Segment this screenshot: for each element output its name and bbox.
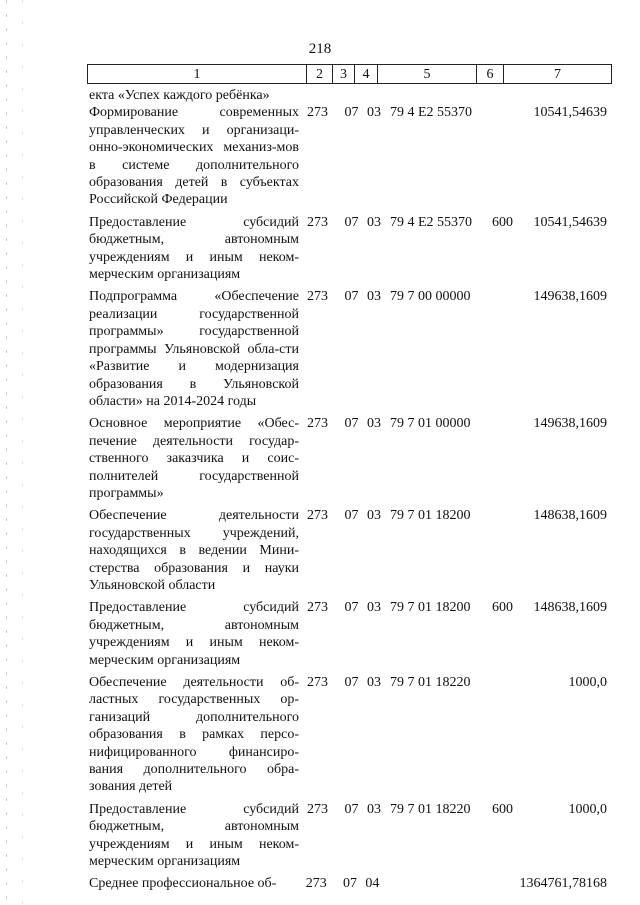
row-admin-code: 273 bbox=[307, 801, 328, 817]
row-section: 07 bbox=[344, 508, 359, 524]
row-section: 07 bbox=[344, 214, 359, 230]
row-section: 07 bbox=[344, 289, 359, 305]
row-name: Основное мероприятие «Обес-печение деятельности государ-ственного заказчика и соис-полнителей государственной программы» bbox=[89, 416, 299, 501]
row-admin-code: 273 bbox=[307, 675, 328, 690]
header-col-2: 2 bbox=[307, 65, 333, 83]
table-row bbox=[89, 415, 615, 502]
table-row bbox=[89, 801, 615, 871]
table-row bbox=[89, 214, 615, 284]
row-subsection: 04 bbox=[365, 876, 380, 892]
header-col-7: 7 bbox=[554, 67, 561, 82]
header-col-3: 3 bbox=[333, 65, 355, 83]
row-admin-code: 273 bbox=[307, 289, 328, 305]
row-section: 07 bbox=[344, 675, 359, 690]
row-admin-code: 273 bbox=[307, 508, 328, 524]
row-amount: 1364761,78168 bbox=[519, 876, 607, 892]
row-name: Предоставление субсидий бюджетным, автономным учреждениям и иным неком-мерческим организациям bbox=[89, 600, 299, 668]
row-admin-code: 273 bbox=[307, 600, 328, 616]
row-name: Формирование современных управленческих и организаци-онно-экономических механиз-мов в системе дополнительного образования детей в субъектах Российской Федерации bbox=[89, 105, 299, 208]
table-header-row bbox=[87, 64, 612, 84]
table-row bbox=[89, 104, 615, 208]
row-amount: 149638,1609 bbox=[533, 416, 607, 432]
row-name: Предоставление субсидий бюджетным, автономным учреждениям и иным неком-мерческим организациям bbox=[89, 801, 299, 870]
row-subsection: 03 bbox=[367, 508, 381, 524]
row-target-article: 79 7 00 00000 bbox=[390, 289, 471, 305]
row-admin-code: 273 bbox=[307, 105, 328, 121]
row-target-article: 79 4 E2 55370 bbox=[390, 105, 473, 121]
row-subsection: 03 bbox=[367, 416, 381, 432]
table-row bbox=[89, 599, 615, 669]
row-name: Обеспечение деятельности государственных учреждений, находящихся в ведении Мини-стерства образования и науки Ульяновской области bbox=[89, 508, 299, 593]
row-amount: 149638,1609 bbox=[533, 289, 607, 305]
row-name: Подпрограмма «Обеспечение реализации государственной программы» государственной программы Ульяновской обла-сти «Развитие и модернизация образования в Ульяновской области» на 2014-2024 годы bbox=[89, 289, 299, 409]
row-section: 07 bbox=[344, 600, 359, 616]
row-amount: 148638,1609 bbox=[533, 600, 607, 616]
header-col-5: 5 bbox=[378, 65, 477, 83]
row-target-article: 79 7 01 18200 bbox=[390, 600, 471, 616]
row-name: Среднее профессиональное об- bbox=[89, 876, 277, 892]
row-amount: 1000,0 bbox=[568, 675, 607, 690]
row-amount: 148638,1609 bbox=[533, 508, 607, 524]
header-col-4: 4 bbox=[355, 65, 378, 83]
row-subsection: 03 bbox=[367, 801, 381, 817]
row-target-article: 79 7 01 00000 bbox=[390, 416, 471, 432]
row-section: 07 bbox=[342, 876, 357, 892]
table-row bbox=[89, 875, 615, 892]
row-target-article: 79 7 01 18220 bbox=[390, 801, 471, 817]
table-row bbox=[89, 507, 615, 594]
row-section: 07 bbox=[344, 105, 359, 121]
row-expense-type: 600 bbox=[492, 801, 513, 817]
scan-margin-mark bbox=[6, 0, 7, 905]
row-subsection: 03 bbox=[367, 289, 381, 305]
scan-margin-mark bbox=[22, 0, 23, 905]
row-amount: 1000,0 bbox=[568, 801, 607, 817]
header-col-1: 1 bbox=[88, 65, 307, 83]
row-admin-code: 273 bbox=[307, 214, 328, 230]
row-name: екта «Успех каждого ребёнка» bbox=[89, 88, 270, 103]
row-subsection: 03 bbox=[367, 105, 381, 121]
row-amount: 10541,54639 bbox=[533, 214, 607, 230]
row-expense-type: 600 bbox=[492, 600, 513, 616]
table-body bbox=[89, 87, 615, 893]
table-row bbox=[89, 87, 615, 104]
page-number: 218 bbox=[308, 41, 332, 57]
row-admin-code: 273 bbox=[305, 876, 327, 892]
row-subsection: 03 bbox=[367, 214, 381, 230]
row-subsection: 03 bbox=[367, 675, 381, 690]
row-target-article: 79 7 01 18220 bbox=[390, 675, 471, 690]
row-target-article: 79 4 E2 55370 bbox=[390, 214, 473, 230]
row-section: 07 bbox=[344, 416, 359, 432]
row-name: Обеспечение деятельности об-ластных государственных ор-ганизаций дополнительного образования в рамках персо-нифицированного финансиро-вания дополнительного обра-зования детей bbox=[89, 675, 299, 795]
row-name: Предоставление субсидий бюджетным, автономным учреждениям и иным неком-мерческим организациям bbox=[89, 214, 299, 283]
table-row bbox=[89, 288, 615, 410]
row-amount: 10541,54639 bbox=[533, 105, 607, 121]
header-col-6: 6 bbox=[477, 65, 504, 83]
row-expense-type: 600 bbox=[492, 214, 513, 230]
row-subsection: 03 bbox=[367, 600, 381, 616]
row-admin-code: 273 bbox=[307, 416, 328, 432]
row-section: 07 bbox=[344, 801, 359, 817]
row-target-article: 79 7 01 18200 bbox=[390, 508, 471, 524]
table-row bbox=[89, 674, 615, 796]
